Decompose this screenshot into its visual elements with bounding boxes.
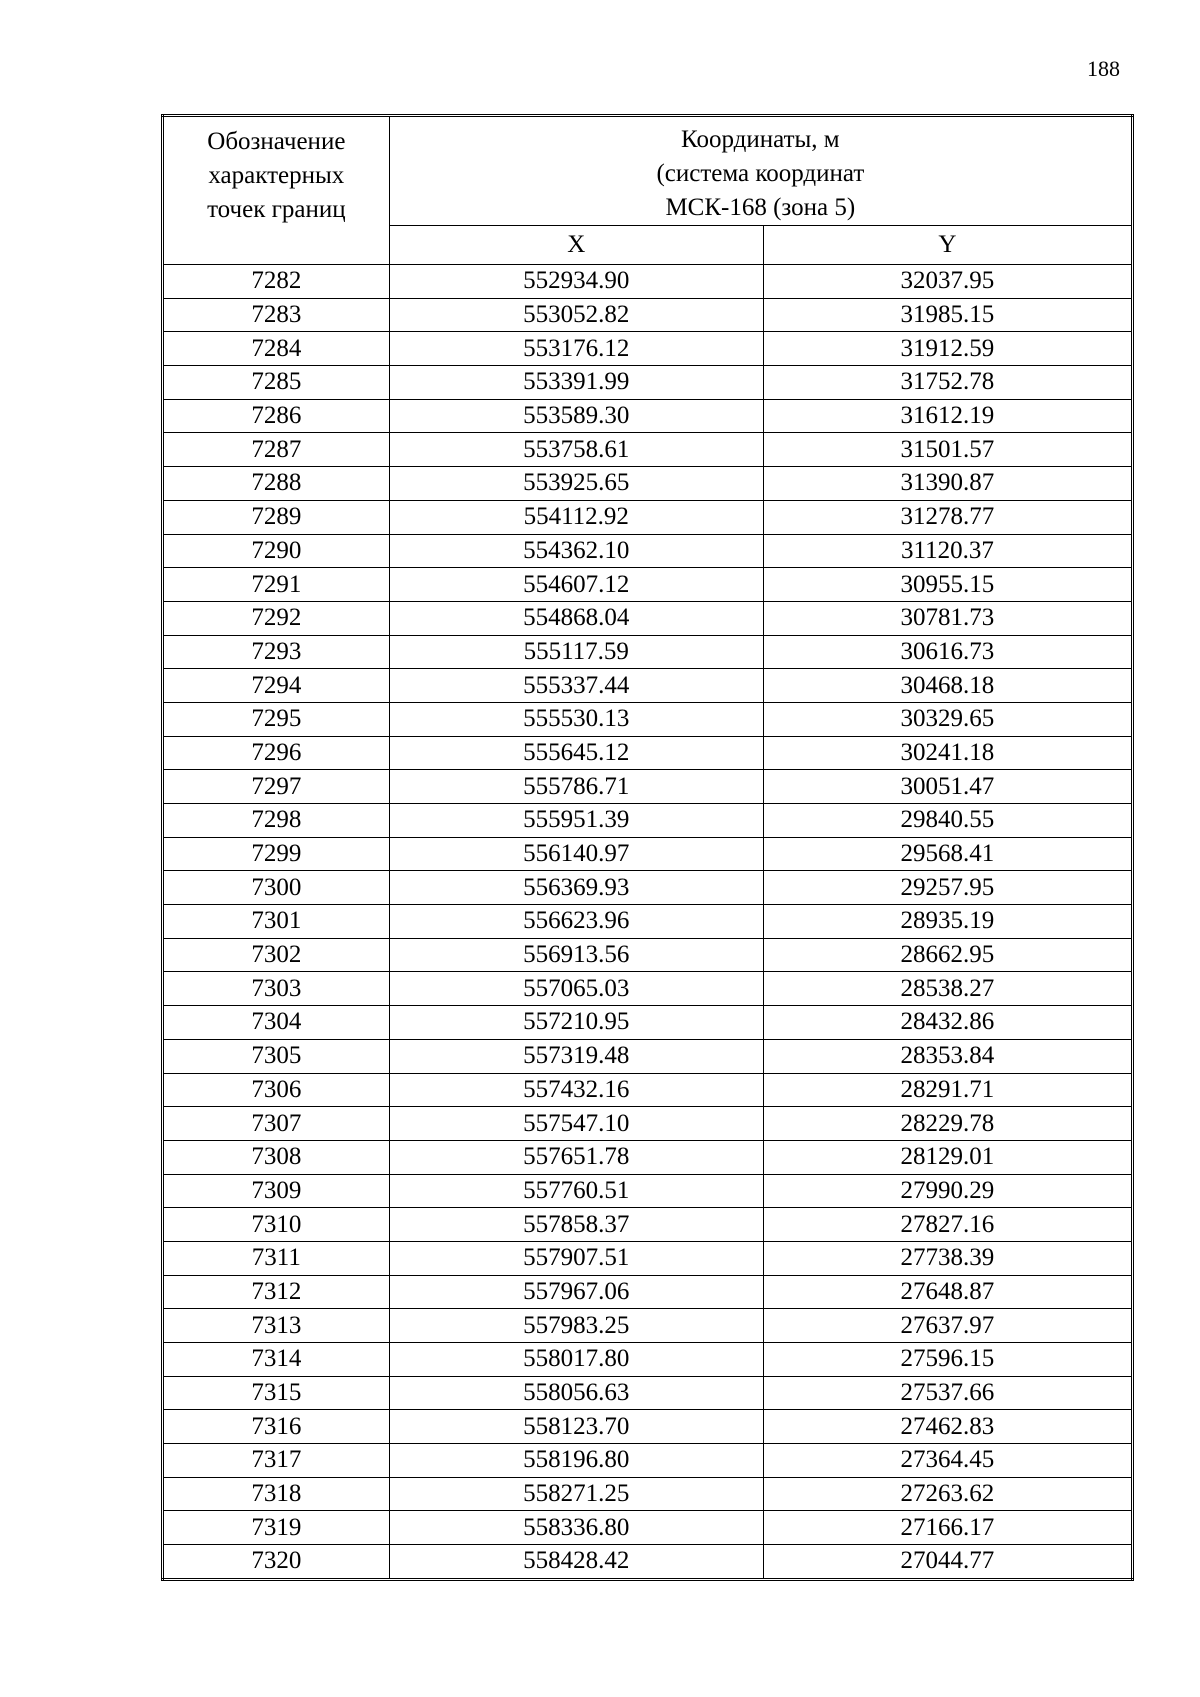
point-number-cell: 7296 (163, 736, 390, 770)
point-number-cell: 7295 (163, 702, 390, 736)
y-coordinate-cell: 27738.39 (763, 1241, 1132, 1275)
table-row (163, 265, 1133, 299)
y-coordinate-cell: 31390.87 (763, 467, 1132, 501)
y-coordinate-cell: 27827.16 (763, 1208, 1132, 1242)
point-number-cell: 7310 (163, 1208, 390, 1242)
y-coordinate-cell: 32037.95 (763, 265, 1132, 299)
table-row (163, 467, 1133, 501)
point-number-cell: 7309 (163, 1174, 390, 1208)
y-coordinate-cell: 27537.66 (763, 1376, 1132, 1410)
table-row (163, 1039, 1133, 1073)
x-coordinate-cell: 555337.44 (389, 669, 763, 703)
y-coordinate-cell: 29840.55 (763, 804, 1132, 838)
table-row (163, 433, 1133, 467)
y-coordinate-cell: 27462.83 (763, 1410, 1132, 1444)
table-row (163, 534, 1133, 568)
table-row (163, 298, 1133, 332)
y-coordinate-cell: 30781.73 (763, 601, 1132, 635)
table-row (163, 399, 1133, 433)
y-coordinate-cell: 27637.97 (763, 1309, 1132, 1343)
x-coordinate-cell: 555645.12 (389, 736, 763, 770)
x-coordinate-cell: 558336.80 (389, 1511, 763, 1545)
y-coordinate-cell: 28935.19 (763, 905, 1132, 939)
y-coordinate-cell: 30616.73 (763, 635, 1132, 669)
x-coordinate-cell: 553925.65 (389, 467, 763, 501)
y-coordinate-cell: 31501.57 (763, 433, 1132, 467)
x-coordinate-cell: 557210.95 (389, 1006, 763, 1040)
table-row (163, 837, 1133, 871)
table-row (163, 1208, 1133, 1242)
point-number-cell: 7303 (163, 972, 390, 1006)
table-row (163, 1511, 1133, 1545)
x-coordinate-cell: 558196.80 (389, 1444, 763, 1478)
y-coordinate-cell: 27044.77 (763, 1545, 1132, 1580)
y-coordinate-cell: 28662.95 (763, 938, 1132, 972)
y-coordinate-cell: 28291.71 (763, 1073, 1132, 1107)
x-coordinate-cell: 556913.56 (389, 938, 763, 972)
table-row (163, 1241, 1133, 1275)
point-number-cell: 7282 (163, 265, 390, 299)
y-coordinate-cell: 31752.78 (763, 366, 1132, 400)
x-coordinate-cell: 557065.03 (389, 972, 763, 1006)
point-number-cell: 7300 (163, 871, 390, 905)
table-row (163, 1073, 1133, 1107)
x-coordinate-cell: 556140.97 (389, 837, 763, 871)
point-number-cell: 7313 (163, 1309, 390, 1343)
x-coordinate-cell: 553176.12 (389, 332, 763, 366)
y-coordinate-cell: 28129.01 (763, 1140, 1132, 1174)
point-number-cell: 7305 (163, 1039, 390, 1073)
table-row (163, 1174, 1133, 1208)
x-coordinate-cell: 553052.82 (389, 298, 763, 332)
point-number-cell: 7320 (163, 1545, 390, 1580)
y-coordinate-cell: 28353.84 (763, 1039, 1132, 1073)
point-number-cell: 7308 (163, 1140, 390, 1174)
y-coordinate-cell: 31278.77 (763, 500, 1132, 534)
table-row (163, 905, 1133, 939)
x-coordinate-cell: 557907.51 (389, 1241, 763, 1275)
point-header-line: Обозначение (207, 128, 346, 155)
table-row (163, 332, 1133, 366)
y-coordinate-cell: 30241.18 (763, 736, 1132, 770)
table-row (163, 1006, 1133, 1040)
x-coordinate-cell: 556369.93 (389, 871, 763, 905)
x-coordinate-cell: 555117.59 (389, 635, 763, 669)
table-row (163, 938, 1133, 972)
y-coordinate-cell: 27166.17 (763, 1511, 1132, 1545)
point-number-cell: 7316 (163, 1410, 390, 1444)
x-coordinate-cell: 555786.71 (389, 770, 763, 804)
table-row (163, 871, 1133, 905)
table-row (163, 1275, 1133, 1309)
point-number-cell: 7315 (163, 1376, 390, 1410)
x-coordinate-cell: 557983.25 (389, 1309, 763, 1343)
x-coordinate-cell: 557967.06 (389, 1275, 763, 1309)
table-row (163, 601, 1133, 635)
x-coordinate-cell: 552934.90 (389, 265, 763, 299)
table-row (163, 1343, 1133, 1377)
coords-header-line: МСК-168 (зона 5) (665, 194, 856, 221)
table-row (163, 736, 1133, 770)
y-coordinate-cell: 28432.86 (763, 1006, 1132, 1040)
y-coordinate-cell: 27364.45 (763, 1444, 1132, 1478)
point-number-cell: 7289 (163, 500, 390, 534)
point-number-cell: 7301 (163, 905, 390, 939)
y-coordinate-cell: 29568.41 (763, 837, 1132, 871)
table-row (163, 972, 1133, 1006)
table-row (163, 366, 1133, 400)
table-row (163, 500, 1133, 534)
table-row (163, 1107, 1133, 1141)
x-coordinate-cell: 557547.10 (389, 1107, 763, 1141)
x-coordinate-cell: 558056.63 (389, 1376, 763, 1410)
table-body (163, 265, 1133, 1580)
point-number-cell: 7302 (163, 938, 390, 972)
point-header-line: характерных (208, 162, 345, 189)
table-row (163, 669, 1133, 703)
point-number-cell: 7314 (163, 1343, 390, 1377)
point-number-cell: 7319 (163, 1511, 390, 1545)
x-column-header: X (389, 226, 763, 265)
x-coordinate-cell: 553758.61 (389, 433, 763, 467)
point-number-cell: 7307 (163, 1107, 390, 1141)
table-row (163, 1545, 1133, 1580)
table-row (163, 1309, 1133, 1343)
x-coordinate-cell: 557760.51 (389, 1174, 763, 1208)
coordinates-table (161, 114, 1134, 1581)
point-designation-header (163, 116, 390, 265)
y-coordinate-cell: 28538.27 (763, 972, 1132, 1006)
coords-header-line: Координаты, м (681, 126, 840, 153)
point-number-cell: 7292 (163, 601, 390, 635)
y-coordinate-cell: 30051.47 (763, 770, 1132, 804)
point-number-cell: 7304 (163, 1006, 390, 1040)
y-coordinate-cell: 31612.19 (763, 399, 1132, 433)
table-row (163, 568, 1133, 602)
x-coordinate-cell: 553589.30 (389, 399, 763, 433)
table-row (163, 1140, 1133, 1174)
point-number-cell: 7288 (163, 467, 390, 501)
y-coordinate-cell: 28229.78 (763, 1107, 1132, 1141)
y-coordinate-cell: 27263.62 (763, 1477, 1132, 1511)
y-coordinate-cell: 30329.65 (763, 702, 1132, 736)
point-number-cell: 7284 (163, 332, 390, 366)
x-coordinate-cell: 558428.42 (389, 1545, 763, 1580)
point-number-cell: 7294 (163, 669, 390, 703)
x-coordinate-cell: 558271.25 (389, 1477, 763, 1511)
y-coordinate-cell: 27596.15 (763, 1343, 1132, 1377)
x-coordinate-cell: 554607.12 (389, 568, 763, 602)
point-number-cell: 7306 (163, 1073, 390, 1107)
x-coordinate-cell: 554362.10 (389, 534, 763, 568)
point-header-line: точек границ (207, 196, 346, 223)
y-coordinate-cell: 30955.15 (763, 568, 1132, 602)
table-row (163, 770, 1133, 804)
point-number-cell: 7287 (163, 433, 390, 467)
point-number-cell: 7299 (163, 837, 390, 871)
point-number-cell: 7291 (163, 568, 390, 602)
x-coordinate-cell: 557432.16 (389, 1073, 763, 1107)
page-number: 188 (1087, 56, 1120, 81)
x-coordinate-cell: 555530.13 (389, 702, 763, 736)
x-coordinate-cell: 557858.37 (389, 1208, 763, 1242)
point-number-cell: 7297 (163, 770, 390, 804)
coords-header-line: (система координат (656, 160, 865, 187)
point-number-cell: 7318 (163, 1477, 390, 1511)
point-number-cell: 7286 (163, 399, 390, 433)
table-row (163, 1444, 1133, 1478)
x-coordinate-cell: 558017.80 (389, 1343, 763, 1377)
table-row (163, 804, 1133, 838)
point-number-cell: 7298 (163, 804, 390, 838)
table-row (163, 635, 1133, 669)
table-row (163, 702, 1133, 736)
point-number-cell: 7285 (163, 366, 390, 400)
table-row (163, 1410, 1133, 1444)
x-coordinate-cell: 556623.96 (389, 905, 763, 939)
y-coordinate-cell: 31912.59 (763, 332, 1132, 366)
y-coordinate-cell: 27990.29 (763, 1174, 1132, 1208)
y-column-header: Y (763, 226, 1132, 265)
x-coordinate-cell: 553391.99 (389, 366, 763, 400)
coordinates-header (389, 116, 1132, 226)
point-number-cell: 7312 (163, 1275, 390, 1309)
point-number-cell: 7290 (163, 534, 390, 568)
table-header (163, 116, 1133, 265)
x-coordinate-cell: 554112.92 (389, 500, 763, 534)
y-coordinate-cell: 30468.18 (763, 669, 1132, 703)
y-coordinate-cell: 27648.87 (763, 1275, 1132, 1309)
point-number-cell: 7293 (163, 635, 390, 669)
x-coordinate-cell: 555951.39 (389, 804, 763, 838)
y-coordinate-cell: 29257.95 (763, 871, 1132, 905)
y-coordinate-cell: 31120.37 (763, 534, 1132, 568)
y-coordinate-cell: 31985.15 (763, 298, 1132, 332)
table-row (163, 1477, 1133, 1511)
x-coordinate-cell: 557319.48 (389, 1039, 763, 1073)
point-number-cell: 7283 (163, 298, 390, 332)
point-number-cell: 7317 (163, 1444, 390, 1478)
x-coordinate-cell: 557651.78 (389, 1140, 763, 1174)
table-row (163, 1376, 1133, 1410)
x-coordinate-cell: 554868.04 (389, 601, 763, 635)
x-coordinate-cell: 558123.70 (389, 1410, 763, 1444)
point-number-cell: 7311 (163, 1241, 390, 1275)
